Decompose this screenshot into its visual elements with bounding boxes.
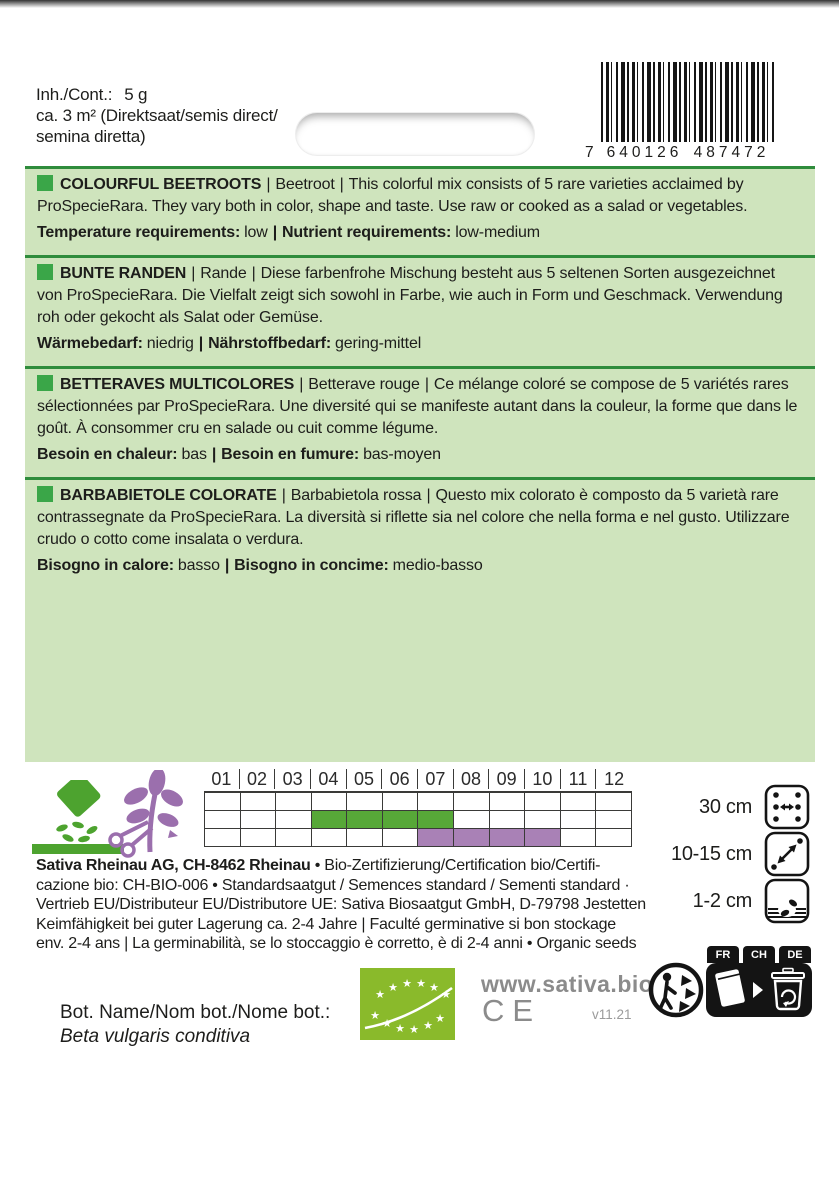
calendar-cell <box>312 793 348 811</box>
common-name: Barbabietola rossa <box>290 487 422 504</box>
content-info <box>36 84 278 147</box>
hang-slot <box>295 112 535 156</box>
sowing-depth-icon <box>764 878 810 924</box>
lang-section-english <box>25 166 815 255</box>
calendar-cell <box>276 829 312 847</box>
disposal-info-panel <box>706 946 812 1022</box>
calendar-month-label: 12 <box>604 768 625 789</box>
website-url: www.sativa.bio <box>481 971 654 997</box>
legal-line: Vertrieb EU/Distributeur EU/Distributore UE: Sativa Biosaatgut GmbH, D-79798 Jestetten <box>36 896 646 914</box>
calendar-cell <box>454 829 490 847</box>
calendar-cell <box>383 829 419 847</box>
calendar-cell <box>490 829 526 847</box>
tab-de: DE <box>779 946 811 963</box>
plant-spacing-info <box>671 831 810 877</box>
svg-text:★: ★ <box>402 978 412 990</box>
calendar-cell <box>525 811 561 829</box>
calendar-cell <box>276 811 312 829</box>
section-heading: BARBABIETOLE COLORATE <box>60 487 277 504</box>
requirements-line: Temperature requirements: low | Nutrient requirements: low-medium <box>37 224 540 241</box>
legal-line: env. 2-4 ans | La germinabilità, se lo stoccaggio è corretto, è di 2-4 anni • Organic seeds <box>36 935 637 953</box>
section-heading: BETTERAVES MULTICOLORES <box>60 376 295 393</box>
tab-ch: CH <box>743 946 775 963</box>
sowing-depth-info <box>693 878 810 924</box>
lang-section-german <box>25 255 815 366</box>
calendar-cell <box>347 811 383 829</box>
calendar-cell <box>241 829 277 847</box>
calendar-cell <box>418 811 454 829</box>
legal-text <box>36 856 691 954</box>
botanical-name: Beta vulgaris conditiva <box>60 1026 251 1047</box>
botanical-name-block <box>60 1001 330 1049</box>
svg-text:★: ★ <box>429 982 439 994</box>
calendar-cell <box>490 811 526 829</box>
calendar-cell <box>454 793 490 811</box>
common-name: Beetroot <box>275 176 335 193</box>
svg-text:★: ★ <box>375 989 385 1001</box>
calendar-cell <box>418 829 454 847</box>
section-description: BUNTE RANDEN | Rande | Diese farbenfrohe Mischung besteht aus 5 seltenen Sorten ausgezeichnet von ProSpecieRara. Die Vielfalt zeigt sich sowohl in Farbe, wie auch in Form und Geschmack. Verwendung roh oder gekocht als Salat oder Gemüse. <box>37 265 783 326</box>
section-description: BETTERAVES MULTICOLORES | Betterave rouge | Ce mélange coloré se compose de 5 variétés rares sélectionnées par ProSpecieRara. Une diversité qui se manifeste autant dans la couleur, la forme que dans le goût. À consommer cru en salade ou cuit comme légume. <box>37 376 798 437</box>
tab-fr: FR <box>707 946 739 963</box>
calendar-cell <box>525 793 561 811</box>
calendar-cell <box>383 793 419 811</box>
calendar-cell <box>596 829 632 847</box>
calendar-month-label: 05 <box>347 769 383 789</box>
lang-section-french <box>25 366 815 477</box>
calendar-month-label: 04 <box>311 769 347 789</box>
requirements-line: Besoin en chaleur: bas | Besoin en fumure: bas-moyen <box>37 446 441 463</box>
row-spacing-label: 30 cm <box>699 795 752 818</box>
calendar-cell <box>205 811 241 829</box>
calendar-cell <box>205 829 241 847</box>
calendar-month-label: 06 <box>382 769 418 789</box>
calendar-month-label: 10 <box>525 769 561 789</box>
svg-text:★: ★ <box>370 1010 380 1022</box>
calendar-cell <box>347 829 383 847</box>
svg-text:★: ★ <box>409 1024 419 1036</box>
green-square-bullet-icon <box>37 375 53 391</box>
calendar-cell <box>276 793 312 811</box>
green-square-bullet-icon <box>37 175 53 191</box>
lang-section-italian <box>25 477 815 588</box>
plant-spacing-icon <box>764 831 810 877</box>
language-panel <box>25 166 815 762</box>
section-description: COLOURFUL BEETROOTS | Beetroot | This colorful mix consists of 5 rare varieties acclaimed by ProSpecieRara. They vary both in color, shape and taste. Use raw or cooked as a salad or vegetables. <box>37 176 748 215</box>
calendar-month-label: 03 <box>275 769 311 789</box>
svg-text:★: ★ <box>388 982 398 994</box>
content-quantity-line: Inh./Cont.: 5 g <box>36 85 148 104</box>
svg-text:★: ★ <box>441 989 451 1001</box>
calendar-month-label: 02 <box>240 769 276 789</box>
section-description: BARBABIETOLE COLORATE | Barbabietola rossa | Questo mix colorato è composto da 5 varietà rare contrassegnate da ProSpecieRara. La diversità si riflette sia nel colore che nella forma e nel gusto. Utilizzare crudo o cotto come insalata o verdura. <box>37 487 790 548</box>
calendar-month-label: 11 <box>561 769 597 789</box>
calendar-cell <box>347 793 383 811</box>
calendar-cell <box>312 829 348 847</box>
calendar-cell <box>241 811 277 829</box>
svg-text:★: ★ <box>416 978 426 990</box>
plant-spacing-label: 10-15 cm <box>671 842 752 865</box>
svg-text:★: ★ <box>435 1013 445 1025</box>
section-heading: BUNTE RANDEN <box>60 265 187 282</box>
calendar-cell <box>454 811 490 829</box>
barcode-bars-icon <box>601 62 775 142</box>
calendar-cell <box>596 811 632 829</box>
legal-line: cazione bio: CH-BIO-006 • Standardsaatgut / Semences standard / Sementi standard · <box>36 876 630 894</box>
sowing-calendar <box>204 766 632 847</box>
calendar-cell <box>205 793 241 811</box>
common-name: Betterave rouge <box>308 376 420 393</box>
calendar-cell <box>525 829 561 847</box>
calendar-cell <box>596 793 632 811</box>
barcode-digits: 7 640126 487472 <box>585 144 770 161</box>
common-name: Rande <box>200 265 247 282</box>
calendar-cell <box>561 793 597 811</box>
eu-organic-logo <box>360 968 455 1040</box>
row-spacing-info <box>699 784 810 830</box>
requirements-line: Bisogno in calore: basso | Bisogno in concime: medio-basso <box>37 557 483 574</box>
disposal-country-tabs <box>706 946 812 963</box>
ce-mark: CE <box>482 993 542 1028</box>
calendar-month-label: 01 <box>204 769 240 789</box>
disposal-bin-icon <box>706 963 812 1017</box>
calendar-month-label: 07 <box>418 769 454 789</box>
requirements-line: Wärmebedarf: niedrig | Nährstoffbedarf: gering-mittel <box>37 335 422 352</box>
green-square-bullet-icon <box>37 486 53 502</box>
barcode <box>585 62 775 162</box>
calendar-cell <box>383 811 419 829</box>
calendar-month-label: 08 <box>454 769 490 789</box>
area-line-2: semina diretta) <box>36 127 146 146</box>
calendar-grid <box>204 793 632 847</box>
svg-text:★: ★ <box>395 1023 405 1035</box>
area-line-1: ca. 3 m² (Direktsaat/semis direct/ <box>36 106 278 125</box>
triman-recycling-icon <box>648 962 704 1018</box>
calendar-cell <box>418 793 454 811</box>
calendar-cell <box>561 811 597 829</box>
version-label: v11.21 <box>592 1007 632 1022</box>
row-spacing-icon <box>764 784 810 830</box>
packet-top-edge-shadow <box>0 0 839 8</box>
legal-line: Sativa Rheinau AG, CH-8462 Rheinau • Bio-Zertifizierung/Certification bio/Certifi- <box>36 857 601 874</box>
svg-text:★: ★ <box>423 1020 433 1032</box>
sowing-depth-label: 1-2 cm <box>692 889 752 912</box>
botanical-name-label: Bot. Name/Nom bot./Nome bot.: <box>60 1002 331 1023</box>
svg-text:★: ★ <box>382 1018 392 1030</box>
calendar-month-label: 09 <box>489 769 525 789</box>
harvest-icon <box>100 770 192 860</box>
legal-line: Keimfähigkeit bei guter Lagerung ca. 2-4 Jahre | Faculté germinative si bon stockage <box>36 915 616 933</box>
calendar-cell <box>312 811 348 829</box>
calendar-cell <box>490 793 526 811</box>
section-heading: COLOURFUL BEETROOTS <box>60 176 262 193</box>
calendar-cell <box>561 829 597 847</box>
calendar-cell <box>241 793 277 811</box>
calendar-month-header <box>204 766 632 793</box>
green-square-bullet-icon <box>37 264 53 280</box>
